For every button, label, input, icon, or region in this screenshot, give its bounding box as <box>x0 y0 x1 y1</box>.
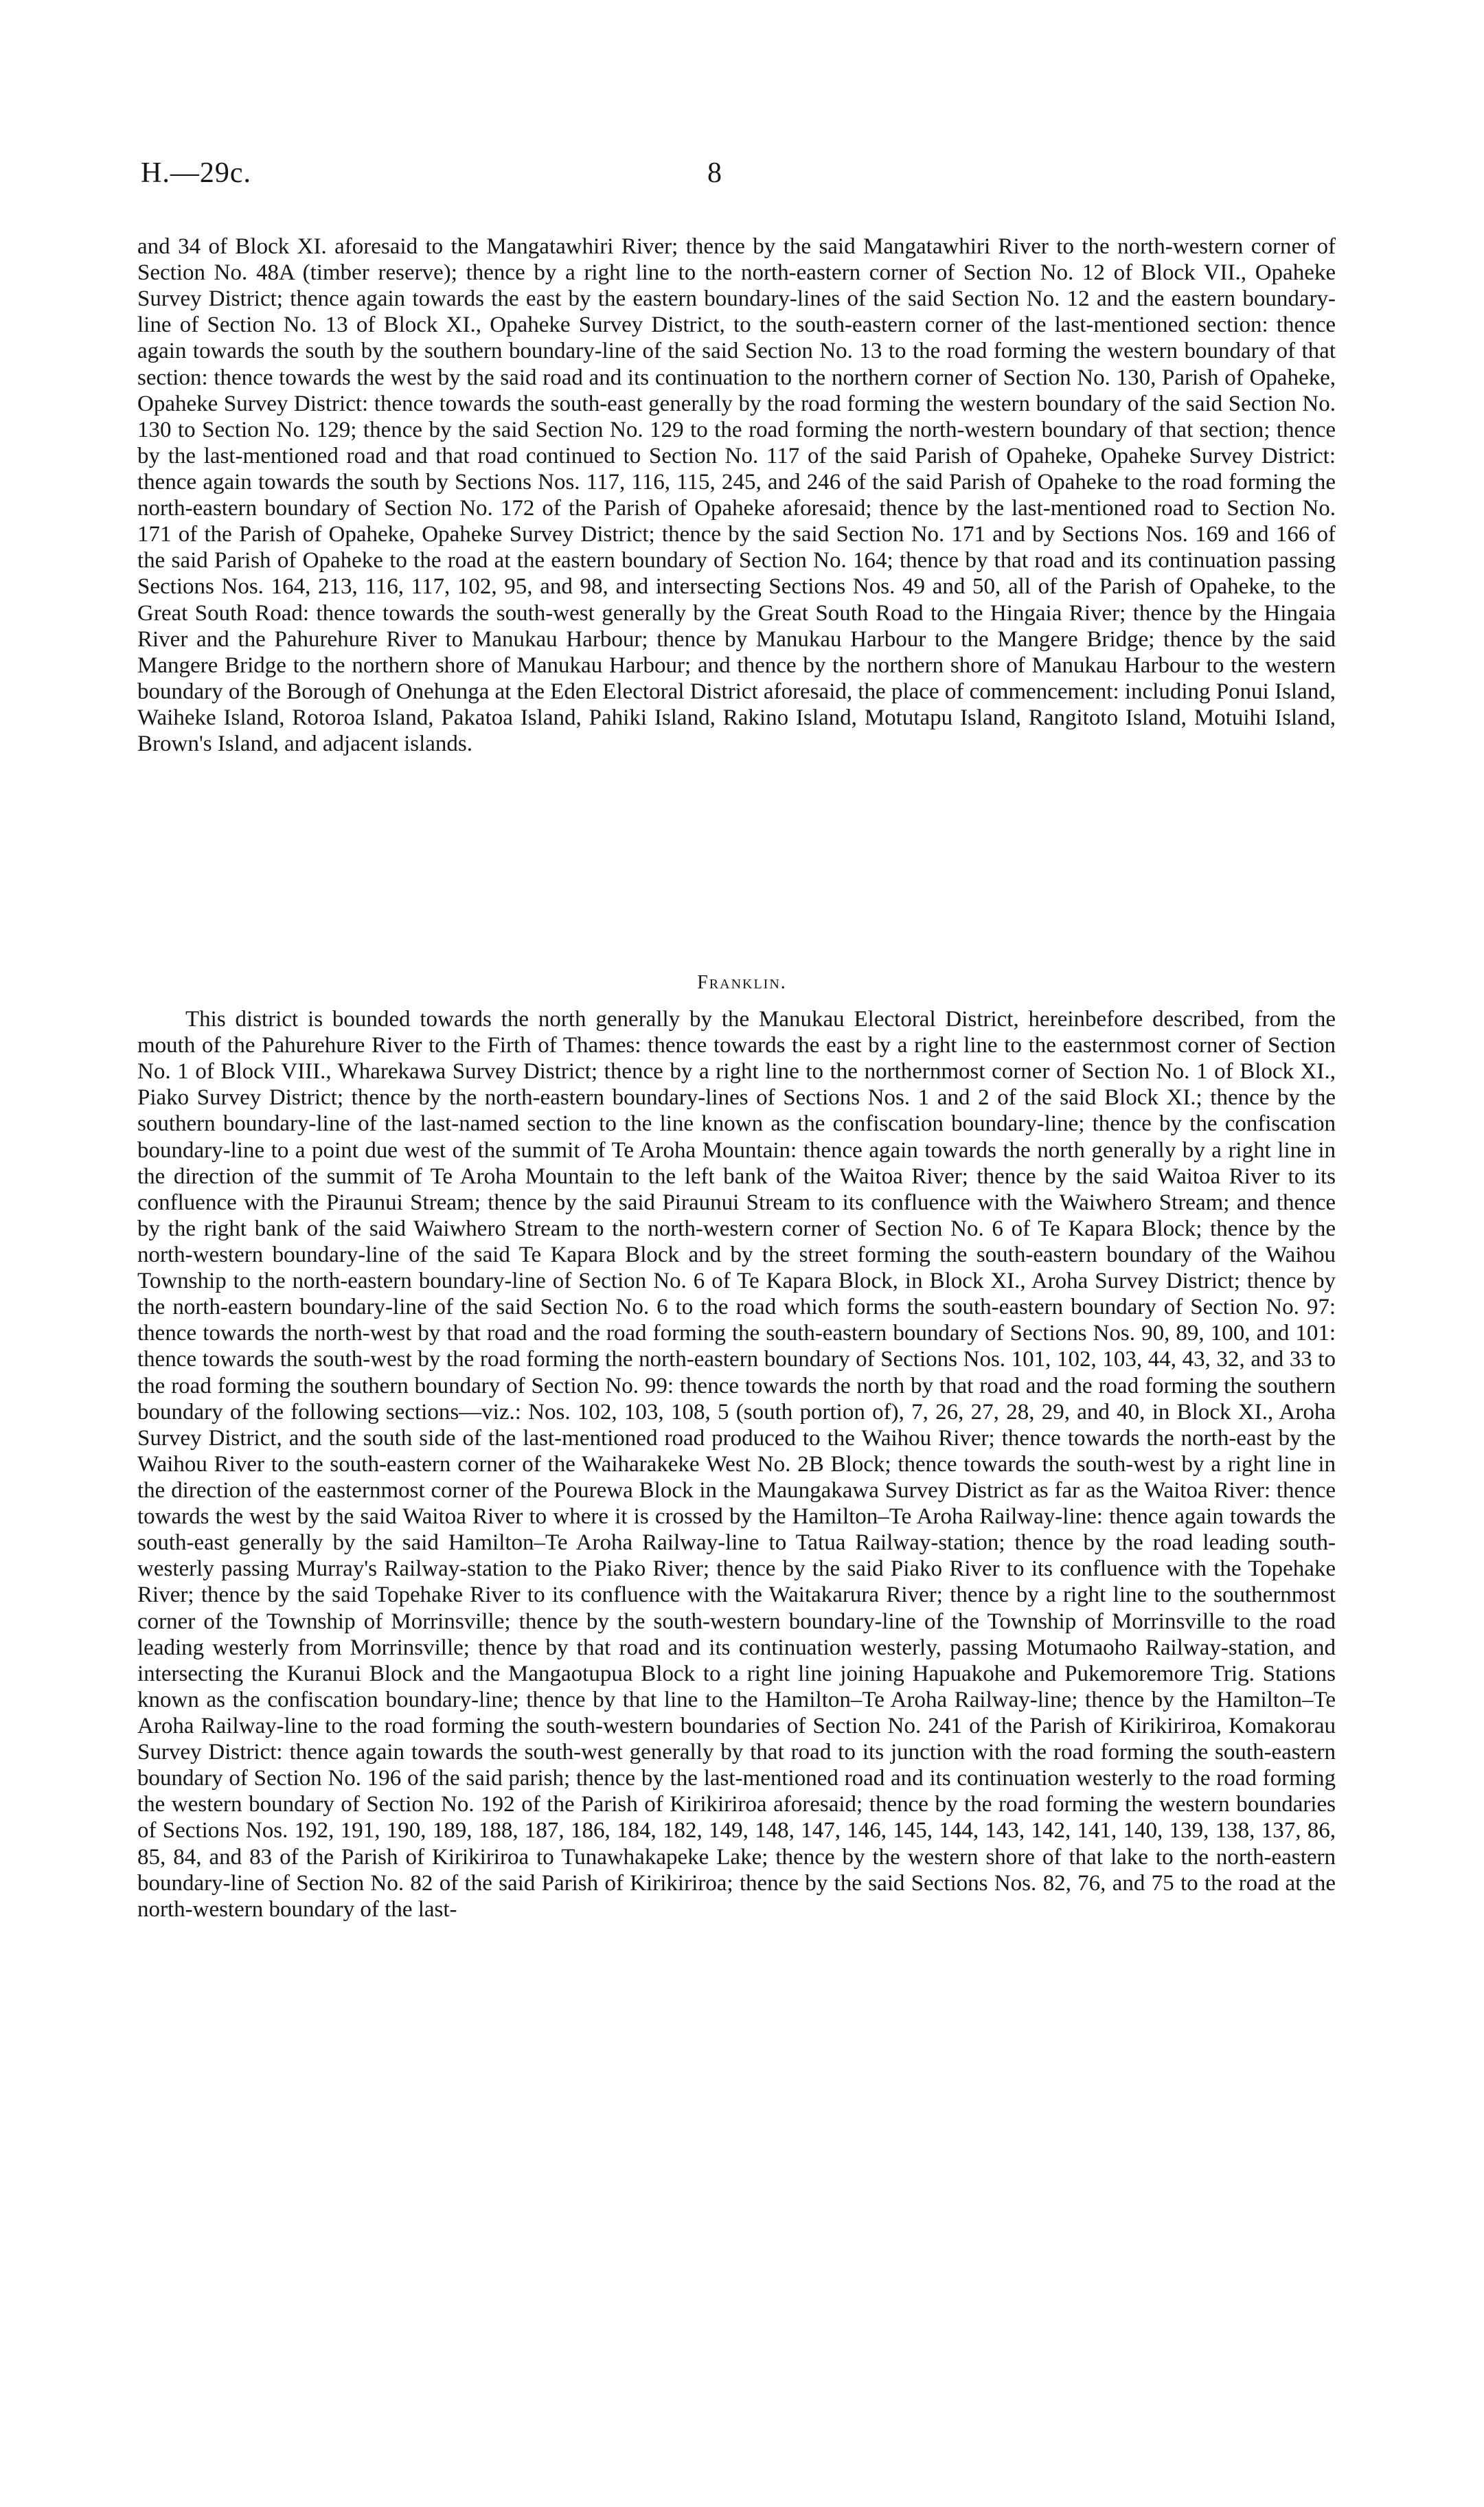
page-number: 8 <box>707 157 722 189</box>
franklin-boundary-paragraph: This district is bounded towards the north generally by the Manukau Electoral District, hereinbefore described, from the mouth of the Pahurehure River to the Firth of Thames: thence towards the east by a right line to the easternmost corner of Section No. 1 of Block VIII., Wharekawa Survey District; thence by a right line to the northernmost corner of Section No. 1 of Block XI., Piako Survey District; thence by the north-eastern boundary-lines of Sections Nos. 1 and 2 of the said Block XI.; thence by the southern boundary-line of the last-named section to the line known as the confiscation boundary-line; thence by the confiscation boundary-line to a point due west of the summit of Te Aroha Mountain: thence again towards the north generally by a right line in the direction of the summit of Te Aroha Mountain to the left bank of the Waitoa River; thence by the said Waitoa River to its confluence with the Piraunui Stream; thence by the said Piraunui Stream to its confluence with the Waiwhero Stream; and thence by the right bank of the said Waiwhero Stream to the north-western corner of Section No. 6 of Te Kapara Block; thence by the north-western boundary-line of the said Te Kapara Block and by the street forming the south-eastern boundary of the Waihou Township to the north-eastern boundary-line of Section No. 6 of Te Kapara Block, in Block XI., Aroha Survey District; thence by the north-eastern boundary-line of the said Section No. 6 to the road which forms the south-eastern boundary of Section No. 97: thence towards the north-west by that road and the road forming the south-eastern boundary of Sections Nos. 90, 89, 100, and 101: thence towards the south-west by the road forming the north-eastern boundary of Sections Nos. 101, 102, 103, 44, 43, 32, and 33 to the road forming the southern boundary of Section No. 99: thence towards the north by that road and the road forming the southern boundary of the following sections—viz.: Nos. 102, 103, 108, 5 (south portion of), 7, 26, 27, 28, 29, and 40, in Block XI., Aroha Survey District, and the south side of the last-mentioned road produced to the Waihou River; thence towards the north-east by the Waihou River to the south-eastern corner of the Waiharakeke West No. 2B Block; thence towards the south-west by a right line in the direction of the easternmost corner of the Pourewa Block in the Maungakawa Survey District as far as the Waitoa River: thence towards the west by the said Waitoa River to where it is crossed by the Hamilton–Te Aroha Railway-line: thence again towards the south-east generally by the said Hamilton–Te Aroha Railway-line to Tatua Railway-station; thence by the road leading south-westerly passing Murray's Railway-station to the Piako River; thence by the said Piako River to its confluence with the Topehake River; thence by the said Topehake River to its confluence with the Waitakarura River; thence by a right line to the southernmost corner of the Township of Morrinsville; thence by the south-western boundary-line of the Township of Morrinsville to the road leading westerly from Morrinsville; thence by that road and its continuation westerly, passing Motumaoho Railway-station, and intersecting the Kuranui Block and the Mangaotupua Block to a right line joining Hapuakohe and Pukemoremore Trig. Stations known as the confiscation boundary-line; thence by that line to the Hamilton–Te Aroha Railway-line; thence by the Hamilton–Te Aroha Railway-line to the road forming the south-western boundaries of Section No. 241 of the Parish of Kirikiriroa, Komakorau Survey District: thence again towards the south-west generally by that road to its junction with the road forming the south-eastern boundary of Section No. 196 of the said parish; thence by the last-mentioned road and its continuation westerly to the road forming the western boundary of Section No. 192 of the Parish of Kirikiriroa aforesaid; thence by the road forming the western boundaries of Sections Nos. 192, 191, 190, 189, 188, 187, 186, 184, 182, 149, 148, 147, 146, 145, 144, 143, 142, 141, 140, 139, 138, 137, 86, 85, 84, and 83 of the Parish of Kirikiriroa to Tunawhakapeke Lake; thence by the western shore of that lake to the north-eastern boundary-line of Section No. 82 of the said Parish of Kirikiriroa; thence by the said Sections Nos. 82, 76, and 75 to the road at the north-western boundary of the last- <box>137 1007 1336 1922</box>
section-heading-franklin: Franklin. <box>697 972 787 993</box>
document-reference: H.—29c. <box>141 157 251 189</box>
manukau-boundary-paragraph: and 34 of Block XI. aforesaid to the Mangatawhiri River; thence by the said Mangatawhiri River to the north-western corner of Section No. 48A (timber reserve); thence by a right line to the north-eastern corner of Section No. 12 of Block VII., Opaheke Survey District; thence again towards the east by the eastern boundary-lines of the said Section No. 12 and the eastern boundary-line of Section No. 13 of Block XI., Opaheke Survey District, to the south-eastern corner of the last-mentioned section: thence again towards the south by the southern boundary-line of the said Section No. 13 to the road forming the western boundary of that section: thence towards the west by the said road and its continuation to the northern corner of Section No. 130, Parish of Opaheke, Opaheke Survey District: thence towards the south-east generally by the road forming the western boundary of the said Section No. 130 to Section No. 129; thence by the said Section No. 129 to the road forming the north-western boundary of that section; thence by the last-mentioned road and that road continued to Section No. 117 of the said Parish of Opaheke, Opaheke Survey District: thence again towards the south by Sections Nos. 117, 116, 115, 245, and 246 of the said Parish of Opaheke to the road forming the north-eastern boundary of Section No. 172 of the Parish of Opaheke aforesaid; thence by the last-mentioned road to Section No. 171 of the Parish of Opaheke, Opaheke Survey District; thence by the said Section No. 171 and by Sections Nos. 169 and 166 of the said Parish of Opaheke to the road at the eastern boundary of Section No. 164; thence by that road and its continuation passing Sections Nos. 164, 213, 116, 117, 102, 95, and 98, and intersecting Sections Nos. 49 and 50, all of the Parish of Opaheke, to the Great South Road: thence towards the south-west generally by the Great South Road to the Hingaia River; thence by the Hingaia River and the Pahurehure River to Manukau Harbour; thence by Manukau Harbour to the Mangere Bridge; thence by the said Mangere Bridge to the northern shore of Manukau Harbour; and thence by the northern shore of Manukau Harbour to the western boundary of the Borough of Onehunga at the Eden Electoral District aforesaid, the place of commencement: including Ponui Island, Waiheke Island, Rotoroa Island, Pakatoa Island, Pahiki Island, Rakino Island, Motutapu Island, Rangitoto Island, Motuihi Island, Brown's Island, and adjacent islands. <box>137 234 1336 757</box>
